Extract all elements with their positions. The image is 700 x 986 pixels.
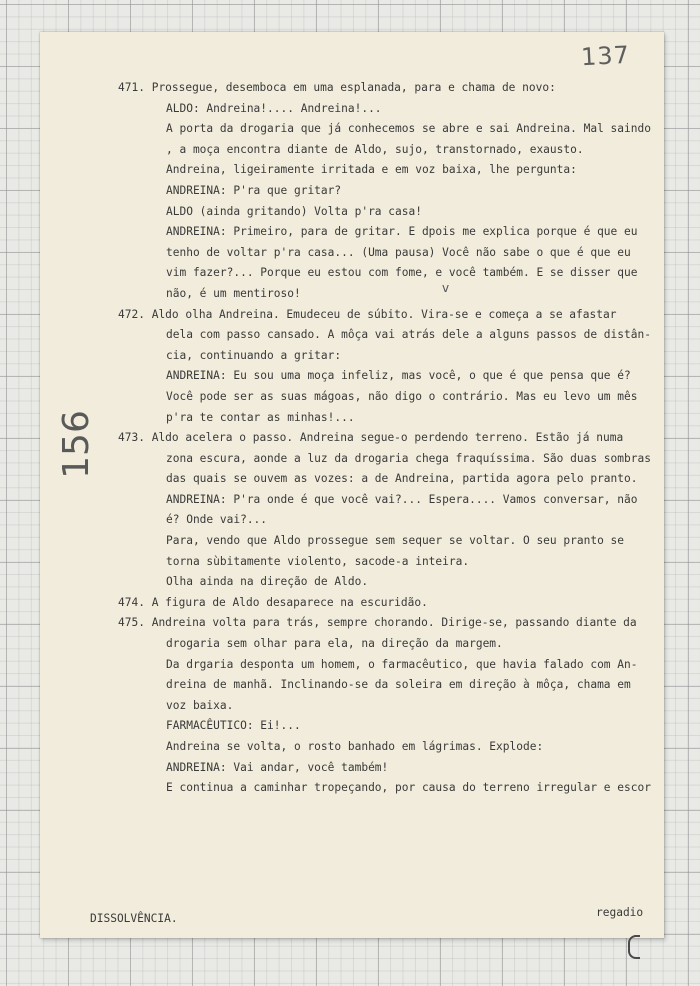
margin-number: 156: [55, 410, 97, 479]
scene-line: [118, 613, 698, 634]
line-text: E continua a caminhar tropeçando, por causa do terreno irregular e escor: [166, 781, 651, 795]
line-text: Andreina volta para trás, sempre chorando. Dirige-se, passando diante da: [151, 616, 637, 630]
line-text: ANDREINA: P'ra onde é que você vai?... Espera.... Vamos conversar, não: [166, 492, 638, 506]
line-text: dreina de manhã. Inclinando-se da soleira em direção à môça, chama em: [166, 678, 631, 692]
line-text: é? Onde vai?...: [166, 513, 268, 527]
text-line: [118, 284, 698, 305]
line-text: drogaria sem olhar para ela, na direção da margem.: [166, 637, 503, 651]
line-text: cia, continuando a gritar:: [166, 348, 342, 362]
line-text: ANDREINA: P'ra que gritar?: [166, 183, 342, 197]
line-text: p'ra te contar as minhas!...: [166, 410, 355, 424]
text-line: [118, 716, 698, 737]
scene-line: [118, 305, 698, 326]
line-text: dela com passo cansado. A môça vai atrás dele a alguns passos de distân-: [166, 328, 651, 342]
line-text: Aldo acelera o passo. Andreina segue-o perdendo terreno. Estão já numa: [151, 431, 624, 445]
line-text: torna sùbitamente violento, sacode-a inteira.: [166, 554, 470, 568]
line-text: ALDO: Andreina!.... Andreina!...: [166, 101, 382, 115]
line-text: não, é um mentiroso!: [166, 286, 301, 300]
scene-number: 471.: [118, 81, 145, 94]
text-line: [118, 387, 698, 408]
text-line: [118, 696, 698, 717]
text-line: [118, 655, 698, 676]
text-line: [118, 572, 698, 593]
text-line: [118, 181, 698, 202]
text-line: [118, 325, 698, 346]
scene-line: [118, 78, 698, 99]
line-text: das quais se ouvem as vozes: a de Andreina, partida agora pelo pranto.: [166, 472, 638, 486]
text-line: [118, 346, 698, 367]
text-line: [118, 160, 698, 181]
line-text: ANDREINA: Eu sou uma moça infeliz, mas você, o que é que pensa que é?: [166, 369, 631, 383]
text-line: [118, 552, 698, 573]
line-text: Andreina se volta, o rosto banhado em lágrimas. Explode:: [166, 740, 544, 753]
line-text: FARMACÊUTICO: Ei!...: [166, 719, 301, 733]
text-line: [118, 758, 698, 779]
text-line: [118, 675, 698, 696]
line-text: ANDREINA: Primeiro, para de gritar. E dpois me explica porque é que eu: [166, 225, 638, 239]
line-text: Aldo olha Andreina. Emudeceu de súbito. Vira-se e começa a se afastar: [151, 307, 617, 321]
line-text: ALDO (ainda gritando) Volta p'ra casa!: [166, 204, 422, 218]
text-line: [118, 531, 698, 552]
line-text: Para, vendo que Aldo prossegue sem sequer se voltar. O seu pranto se: [166, 534, 625, 548]
text-line: [118, 490, 698, 511]
text-line: [118, 634, 698, 655]
text-line: [118, 469, 698, 490]
script-body: [118, 78, 698, 799]
text-line: [118, 510, 698, 531]
text-line: [118, 778, 698, 799]
line-text: zona escura, aonde a luz da drogaria chega fraquíssima. São duas sombras: [166, 451, 651, 465]
text-line: [118, 263, 698, 284]
typed-page: [40, 32, 664, 938]
text-line: [118, 140, 698, 161]
page-number: 137: [580, 40, 631, 72]
line-text: voz baixa.: [166, 698, 234, 712]
continuation-bracket: [628, 935, 640, 959]
text-line: [118, 366, 698, 387]
footer-line: [90, 906, 660, 925]
text-line: [118, 737, 698, 758]
scene-line: [118, 593, 698, 614]
line-text: Olha ainda na direção de Aldo.: [166, 575, 369, 589]
text-line: [118, 99, 698, 120]
scene-number: 474.: [118, 595, 145, 609]
line-text: Andreina, ligeiramente irritada e em voz baixa, lhe pergunta:: [166, 163, 577, 177]
line-text: A porta da drogaria que já conhecemos se abre e sai Andreina. Mal saindo: [166, 122, 651, 136]
line-text: ANDREINA: Vai andar, você também!: [166, 760, 389, 774]
scene-number: 472.: [118, 307, 145, 321]
line-text: , a moça encontra diante de Aldo, sujo, transtornado, exausto.: [166, 142, 584, 156]
text-line: [118, 408, 698, 429]
text-line: [118, 243, 698, 264]
scene-line: [118, 428, 698, 449]
line-text: Você pode ser as suas mágoas, não digo o contrário. Mas eu levo um mês: [166, 389, 638, 403]
text-line: [118, 449, 698, 470]
footer-left-text: DISSOLVÊNCIA.: [90, 912, 178, 925]
line-text: Da drgaria desponta um homem, o farmacêutico, que havia falado com An-: [166, 657, 638, 671]
line-text: vim fazer?... Porque eu estou com fome, e você também. E se disser que: [166, 266, 638, 280]
scene-number: 473.: [118, 431, 145, 445]
line-text: Prossegue, desemboca em uma esplanada, para e chama de novo:: [151, 81, 556, 94]
scene-number: 475.: [118, 616, 145, 630]
line-text: A figura de Aldo desaparece na escuridão.: [151, 595, 428, 609]
text-line: [118, 119, 698, 140]
text-line: [118, 222, 698, 243]
insert-mark: v: [442, 281, 450, 295]
footer-right-text: regadio: [596, 906, 644, 919]
line-text: tenho de voltar p'ra casa... (Uma pausa) Você não sabe o que é que eu: [166, 245, 631, 259]
text-line: [118, 202, 698, 223]
